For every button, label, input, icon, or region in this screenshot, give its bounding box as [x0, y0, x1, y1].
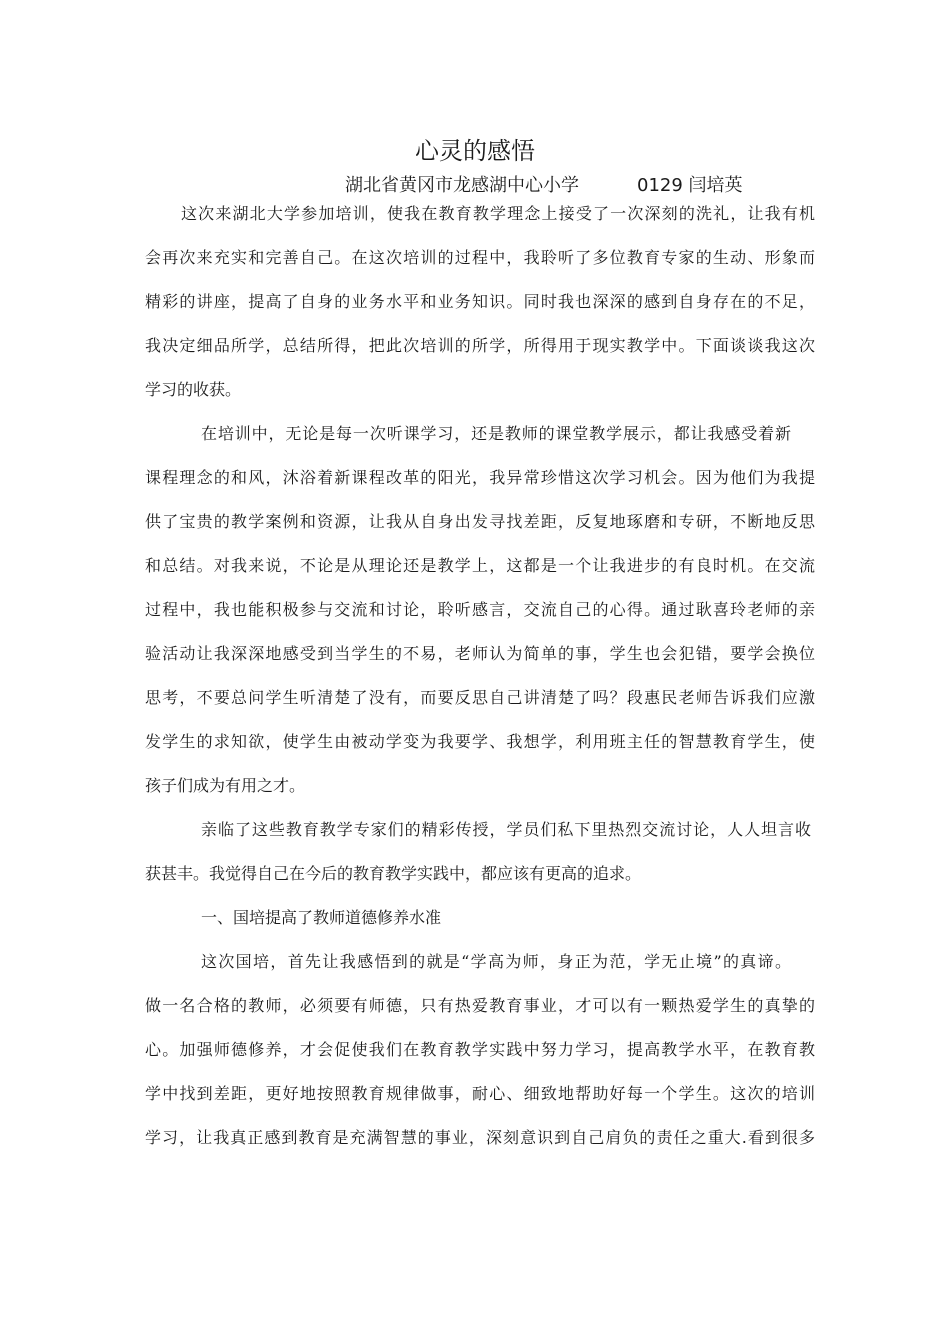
text-line: 验活动让我深深地感受到当学生的不易，老师认为简单的事，学生也会犯错，要学会换位	[145, 644, 815, 663]
text-line: 发学生的求知欲，使学生由被动学变为我要学、我想学，利用班主任的智慧教育学生，使	[145, 732, 815, 751]
author-byline	[345, 173, 743, 199]
text-line: 做一名合格的教师，必须要有师德，只有热爱教育事业，才可以有一颗热爱学生的真挚的	[145, 996, 815, 1015]
text-line: 会再次来充实和完善自己。在这次培训的过程中，我聆听了多位教育专家的生动、形象而	[145, 248, 815, 267]
text-line: 学习，让我真正感到教育是充满智慧的事业，深刻意识到自己肩负的责任之重大.看到很多	[145, 1128, 815, 1147]
text-line: 学中找到差距，更好地按照教育规律做事，耐心、细致地帮助好每一个学生。这次的培训	[145, 1084, 815, 1103]
author-id-name: 0129 闫培英	[637, 175, 743, 196]
text-line: 思考，不要总问学生听清楚了没有，而要反思自己讲清楚了吗？段惠民老师告诉我们应激	[145, 688, 815, 707]
text-line: 学习的收获。	[145, 380, 242, 399]
author-school: 湖北省黄冈市龙感湖中心小学	[345, 175, 579, 196]
text-line: 我决定细品所学，总结所得，把此次培训的所学，所得用于现实教学中。下面谈谈我这次	[145, 336, 815, 355]
text-line: 供了宝贵的教学案例和资源，让我从自身出发寻找差距，反复地琢磨和专研，不断地反思	[145, 512, 815, 531]
text-line: 亲临了这些教育教学专家们的精彩传授，学员们私下里热烈交流讨论，人人坦言收	[201, 820, 811, 839]
text-line: 孩子们成为有用之才。	[145, 776, 306, 795]
text-line: 心。加强师德修养，才会促使我们在教育教学实践中努力学习，提高教学水平，在教育教	[145, 1040, 815, 1059]
text-line: 课程理念的和风，沐浴着新课程改革的阳光，我异常珍惜这次学习机会。因为他们为我提	[145, 468, 815, 487]
text-line: 这次国培，首先让我感悟到的就是“学高为师，身正为范，学无止境”的真谛。	[201, 952, 791, 971]
text-line: 和总结。对我来说，不论是从理论还是教学上，这都是一个让我进步的有良时机。在交流	[145, 556, 815, 575]
text-line: 在培训中，无论是每一次听课学习，还是教师的课堂教学展示，都让我感受着新	[201, 424, 791, 443]
text-line: 这次来湖北大学参加培训，使我在教育教学理念上接受了一次深刻的洗礼，让我有机	[181, 204, 815, 223]
section-heading: 一、国培提高了教师道德修养水准	[201, 908, 442, 927]
text-line: 过程中，我也能积极参与交流和讨论，聆听感言，交流自己的心得。通过耿喜玲老师的亲	[145, 600, 815, 619]
page-title: 心灵的感悟	[415, 137, 535, 165]
text-line: 获甚丰。我觉得自己在今后的教育教学实践中，都应该有更高的追求。	[145, 864, 642, 883]
text-line: 精彩的讲座，提高了自身的业务水平和业务知识。同时我也深深的感到自身存在的不足，	[145, 292, 815, 311]
